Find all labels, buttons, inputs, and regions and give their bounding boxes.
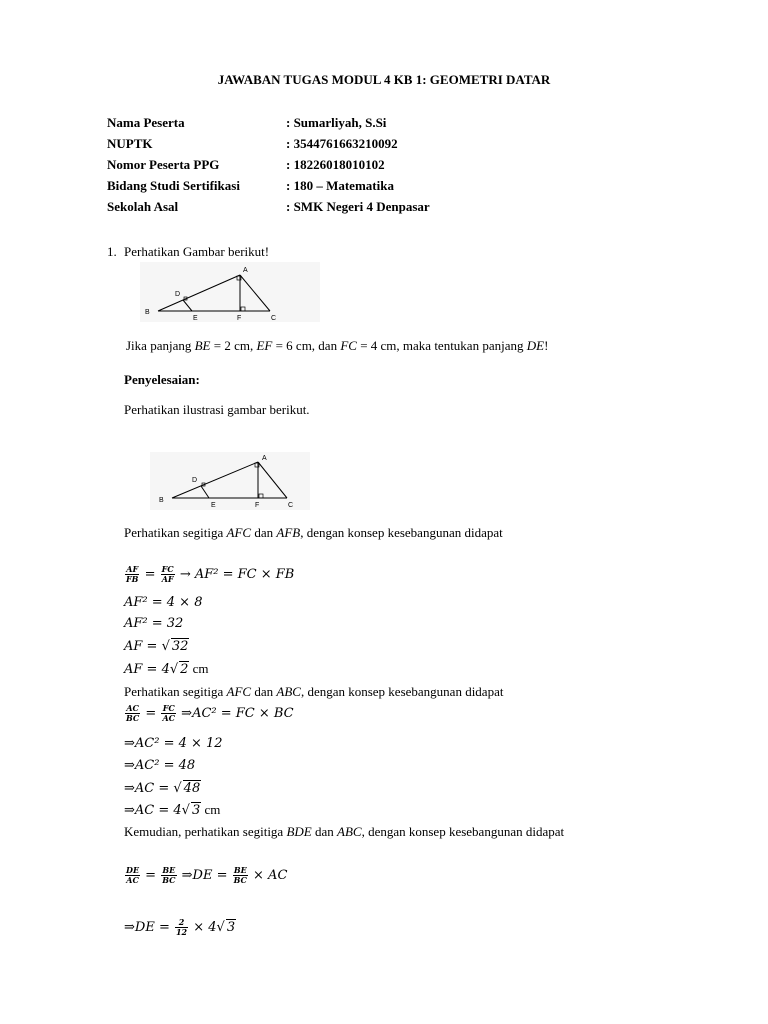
label-f: F xyxy=(237,315,242,322)
info-label: Nama Peserta xyxy=(107,115,185,130)
label-d: D xyxy=(175,291,181,298)
equation-7: ⇒AC² = 4 × 12 xyxy=(124,736,223,751)
label-d: D xyxy=(192,477,198,484)
info-value: : Sumarliyah, S.Si xyxy=(286,115,387,130)
triangle-figure-2 xyxy=(150,452,310,510)
equation-9: ⇒AC = √ 48 xyxy=(124,781,201,796)
triangle-figure-1 xyxy=(140,262,320,322)
solution-heading: Penyelesaian: xyxy=(124,372,200,387)
question-text: Perhatikan Gambar berikut! xyxy=(124,244,270,259)
solution-intro: Perhatikan ilustrasi gambar berikut. xyxy=(124,402,310,417)
step-3-text: Kemudian, perhatikan segitiga BDE dan ABC, dengan konsep kesebangunan didapat xyxy=(124,824,565,839)
equation-3: AF² = 32 xyxy=(124,616,184,631)
step-1-text: Perhatikan segitiga AFC dan AFB, dengan konsep kesebangunan didapat xyxy=(124,525,503,540)
info-value: : 18226018010102 xyxy=(286,157,385,172)
equation-10: ⇒AC = 4√ 3 cm xyxy=(124,802,221,818)
equation-2: AF² = 4 × 8 xyxy=(124,595,203,610)
label-a: A xyxy=(262,455,267,462)
problem-statement: Jika panjang BE = 2 cm, EF = 6 cm, dan FC = 4 cm, maka tentukan panjang DE! xyxy=(126,338,549,353)
info-label: Sekolah Asal xyxy=(107,199,179,214)
label-a: A xyxy=(243,267,248,274)
label-e: E xyxy=(193,315,198,322)
equation-5: AF = 4√ 2 cm xyxy=(124,661,209,677)
info-label: Nomor Peserta PPG xyxy=(107,157,220,172)
equation-6: $\frac{AC}{BC}$ = $\frac{FC}{AC}$ ⇒AC² = FC × BC xyxy=(126,703,294,723)
info-value: : 180 – Matematika xyxy=(286,178,394,193)
equation-8: ⇒AC² = 48 xyxy=(124,758,196,773)
label-c: C xyxy=(271,315,277,322)
equation-11: $\frac{DE}{AC}$ = $\frac{BE}{BC}$ ⇒DE = $\frac{BE}{BC}$ × AC xyxy=(126,865,288,885)
question-number: 1. xyxy=(107,244,117,259)
label-b: B xyxy=(145,309,150,316)
equation-4: AF = √ 32 xyxy=(124,639,189,654)
equation-12: ⇒DE = $\frac{2}{12}$ × 4√ 3 xyxy=(124,917,236,937)
label-c: C xyxy=(288,502,294,509)
equation-1: $\frac{AF}{FB}$ = $\frac{FC}{AF}$ → AF² = FC × FB xyxy=(126,564,295,584)
info-value: : SMK Negeri 4 Denpasar xyxy=(286,199,430,214)
label-e: E xyxy=(211,502,216,509)
figure-background xyxy=(150,452,310,510)
step-2-text: Perhatikan segitiga AFC dan ABC, dengan konsep kesebangunan didapat xyxy=(124,684,504,699)
document-title: JAWABAN TUGAS MODUL 4 KB 1: GEOMETRI DATAR xyxy=(217,72,551,87)
info-label: NUPTK xyxy=(107,136,153,151)
label-f: F xyxy=(255,502,260,509)
label-b: B xyxy=(159,497,164,504)
figure-background xyxy=(140,262,320,322)
info-label: Bidang Studi Sertifikasi xyxy=(107,178,240,193)
info-value: : 3544761663210092 xyxy=(286,136,398,151)
